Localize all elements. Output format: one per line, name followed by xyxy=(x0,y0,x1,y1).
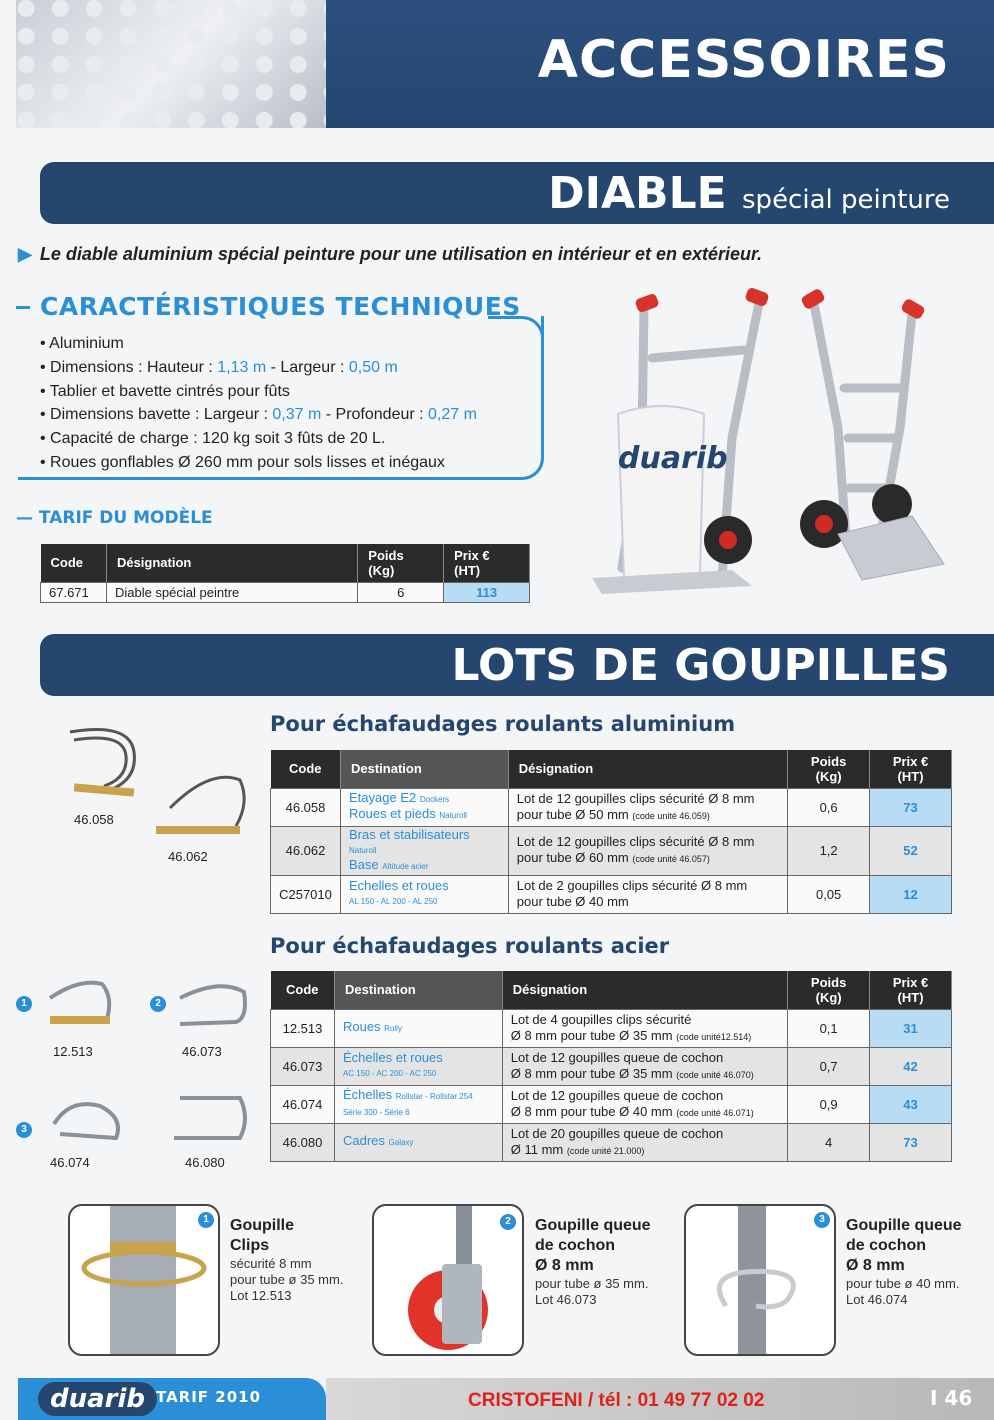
table-row xyxy=(271,1009,952,1047)
triangle-icon: ▶ xyxy=(18,244,32,264)
footer-contact: CRISTOFENI / tél : 01 49 77 02 02 xyxy=(468,1390,765,1411)
cell-destination: Échelles et roues AC 150 - AC 200 - AC 250 xyxy=(334,1047,502,1085)
tarif-title: — TARIF DU MODÈLE xyxy=(16,508,213,528)
image-label: 12.513 xyxy=(53,1044,93,1059)
cell-poids: 0,1 xyxy=(788,1009,870,1047)
cell-code: 46.074 xyxy=(271,1085,335,1123)
card-text-1: Goupille Clips sécurité 8 mm pour tube ø 35 mm. Lot 12.513 xyxy=(230,1217,344,1303)
th-prix: Prix € (HT) xyxy=(444,544,530,582)
card-text-3: Goupille queue de cochon Ø 8 mm pour tube ø 40 mm. Lot 46.074 xyxy=(846,1217,962,1307)
cell-poids: 0,7 xyxy=(788,1047,870,1085)
cell-destination: Etayage E2 Dockers Roues et pieds Naturoll xyxy=(340,788,508,826)
cell-poids: 0,6 xyxy=(788,788,870,826)
table-row xyxy=(271,788,952,826)
cell-code: 46.058 xyxy=(271,788,341,826)
th-designation: Désignation xyxy=(106,544,357,582)
caract-list xyxy=(40,332,477,475)
cell-designation: Lot de 4 goupilles clips sécurité Ø 8 mm pour tube Ø 35 mm (code unité12.514) xyxy=(502,1009,787,1047)
cell-prix: 43 xyxy=(870,1085,952,1123)
th-prix: Prix € (HT) xyxy=(870,971,952,1009)
th-code: Code xyxy=(41,544,107,582)
card-image-1 xyxy=(68,1204,220,1356)
th-prix: Prix € (HT) xyxy=(870,750,952,788)
goupille-clips-photo xyxy=(70,1206,218,1354)
hand-truck-image xyxy=(582,288,962,608)
caract-item: • Aluminium xyxy=(40,332,477,356)
cell-designation: Diable spécial peintre xyxy=(106,582,357,602)
cell-designation: Lot de 12 goupilles clips sécurité Ø 8 mm pour tube Ø 60 mm (code unité 46.057) xyxy=(508,826,787,875)
caract-title: CARACTÉRISTIQUES TECHNIQUES xyxy=(40,292,521,321)
cell-prix: 73 xyxy=(870,788,952,826)
footer-logo: duarib xyxy=(38,1382,157,1416)
caract-item: • Capacité de charge : 120 kg soit 3 fûts de 20 L. xyxy=(40,427,477,451)
goupille-tube-photo xyxy=(686,1206,834,1354)
goupille-castor-photo xyxy=(374,1206,522,1354)
alu-subtitle: Pour échafaudages roulants aluminium xyxy=(270,712,736,736)
cell-code: 46.062 xyxy=(271,826,341,875)
cell-designation: Lot de 12 goupilles queue de cochon Ø 8 mm pour tube Ø 40 mm (code unité 46.071) xyxy=(502,1085,787,1123)
number-badge: 3 xyxy=(814,1212,830,1228)
image-label: 46.062 xyxy=(168,849,208,864)
table-row xyxy=(271,1123,952,1161)
number-badge: 2 xyxy=(500,1214,516,1230)
goupilles-section-title: LOTS DE GOUPILLES xyxy=(451,640,950,691)
cell-destination: Roues Rolly xyxy=(334,1009,502,1047)
cell-prix: 113 xyxy=(444,582,530,602)
diable-table xyxy=(40,544,530,603)
cell-poids: 6 xyxy=(358,582,444,602)
cell-code: 12.513 xyxy=(271,1009,335,1047)
th-code: Code xyxy=(271,971,335,1009)
cell-designation: Lot de 12 goupilles queue de cochon Ø 8 mm pour tube Ø 35 mm (code unité 46.070) xyxy=(502,1047,787,1085)
image-label: 46.080 xyxy=(185,1155,225,1170)
th-poids: Poids (Kg) xyxy=(358,544,444,582)
footer-tarif: TARIF 2010 xyxy=(156,1388,262,1406)
th-designation: Désignation xyxy=(502,971,787,1009)
cell-designation: Lot de 12 goupilles clips sécurité Ø 8 mm pour tube Ø 50 mm (code unité 46.059) xyxy=(508,788,787,826)
th-poids: Poids (Kg) xyxy=(788,750,870,788)
number-badge: 3 xyxy=(16,1122,32,1138)
caract-item: • Roues gonflables Ø 260 mm pour sols lisses et inégaux xyxy=(40,451,477,475)
cell-poids: 4 xyxy=(788,1123,870,1161)
header-texture-image xyxy=(16,0,326,128)
bucket-brand: duarib xyxy=(618,441,728,476)
cell-designation: Lot de 20 goupilles queue de cochon Ø 11 mm (code unité 21.000) xyxy=(502,1123,787,1161)
th-poids: Poids (Kg) xyxy=(788,971,870,1009)
table-row xyxy=(271,826,952,875)
cell-prix: 31 xyxy=(870,1009,952,1047)
cell-prix: 42 xyxy=(870,1047,952,1085)
table-row xyxy=(271,1047,952,1085)
cell-prix: 12 xyxy=(870,875,952,913)
caract-frame-top xyxy=(488,316,544,356)
page-number: I 46 xyxy=(930,1386,973,1410)
acier-table xyxy=(270,971,952,1162)
cell-destination: Échelles Rollstar - Rollstar 254 Série 300 - Série 6 xyxy=(334,1085,502,1123)
number-badge: 1 xyxy=(198,1212,214,1228)
th-destination: Destination xyxy=(340,750,508,788)
goupille-acier-image xyxy=(40,978,256,1148)
cell-destination: Cadres Galaxy xyxy=(334,1123,502,1161)
cell-prix: 52 xyxy=(870,826,952,875)
card-text-2: Goupille queue de cochon Ø 8 mm pour tube ø 35 mm. Lot 46.073 xyxy=(535,1217,651,1307)
card-image-3 xyxy=(684,1204,836,1356)
table-row xyxy=(271,1085,952,1123)
title-dash xyxy=(16,306,30,309)
cell-poids: 1,2 xyxy=(788,826,870,875)
cell-designation: Lot de 2 goupilles clips sécurité Ø 8 mm pour tube Ø 40 mm xyxy=(508,875,787,913)
diable-intro: ▶ Le diable aluminium spécial peinture pour une utilisation en intérieur et en extérieur. xyxy=(18,244,763,264)
th-code: Code xyxy=(271,750,341,788)
cell-destination: Bras et stabilisateurs Naturoll Base Altitude acier xyxy=(340,826,508,875)
diable-section-title: DIABLE spécial peinture xyxy=(548,168,950,219)
th-designation: Désignation xyxy=(508,750,787,788)
caract-item: • Tablier et bavette cintrés pour fûts xyxy=(40,380,477,404)
cell-code: 67.671 xyxy=(41,582,107,602)
cell-poids: 0,05 xyxy=(788,875,870,913)
image-label: 46.073 xyxy=(182,1044,222,1059)
cell-code: 46.073 xyxy=(271,1047,335,1085)
cell-code: 46.080 xyxy=(271,1123,335,1161)
cell-code: C257010 xyxy=(271,875,341,913)
cell-prix: 73 xyxy=(870,1123,952,1161)
caract-item: • Dimensions bavette : Largeur : 0,37 m - Profondeur : 0,27 m xyxy=(40,403,477,427)
image-label: 46.074 xyxy=(50,1155,90,1170)
table-row xyxy=(271,875,952,913)
page-title: ACCESSOIRES xyxy=(537,30,950,90)
table-row xyxy=(41,582,530,602)
image-label: 46.058 xyxy=(74,812,114,827)
cell-poids: 0,9 xyxy=(788,1085,870,1123)
th-destination: Destination xyxy=(334,971,502,1009)
acier-subtitle: Pour échafaudages roulants acier xyxy=(270,934,670,958)
cell-destination: Echelles et roues AL 150 - AL 200 - AL 250 xyxy=(340,875,508,913)
alu-table xyxy=(270,750,952,914)
number-badge: 1 xyxy=(16,996,32,1012)
number-badge: 2 xyxy=(150,996,166,1012)
caract-item: • Dimensions : Hauteur : 1,13 m - Largeur : 0,50 m xyxy=(40,356,477,380)
